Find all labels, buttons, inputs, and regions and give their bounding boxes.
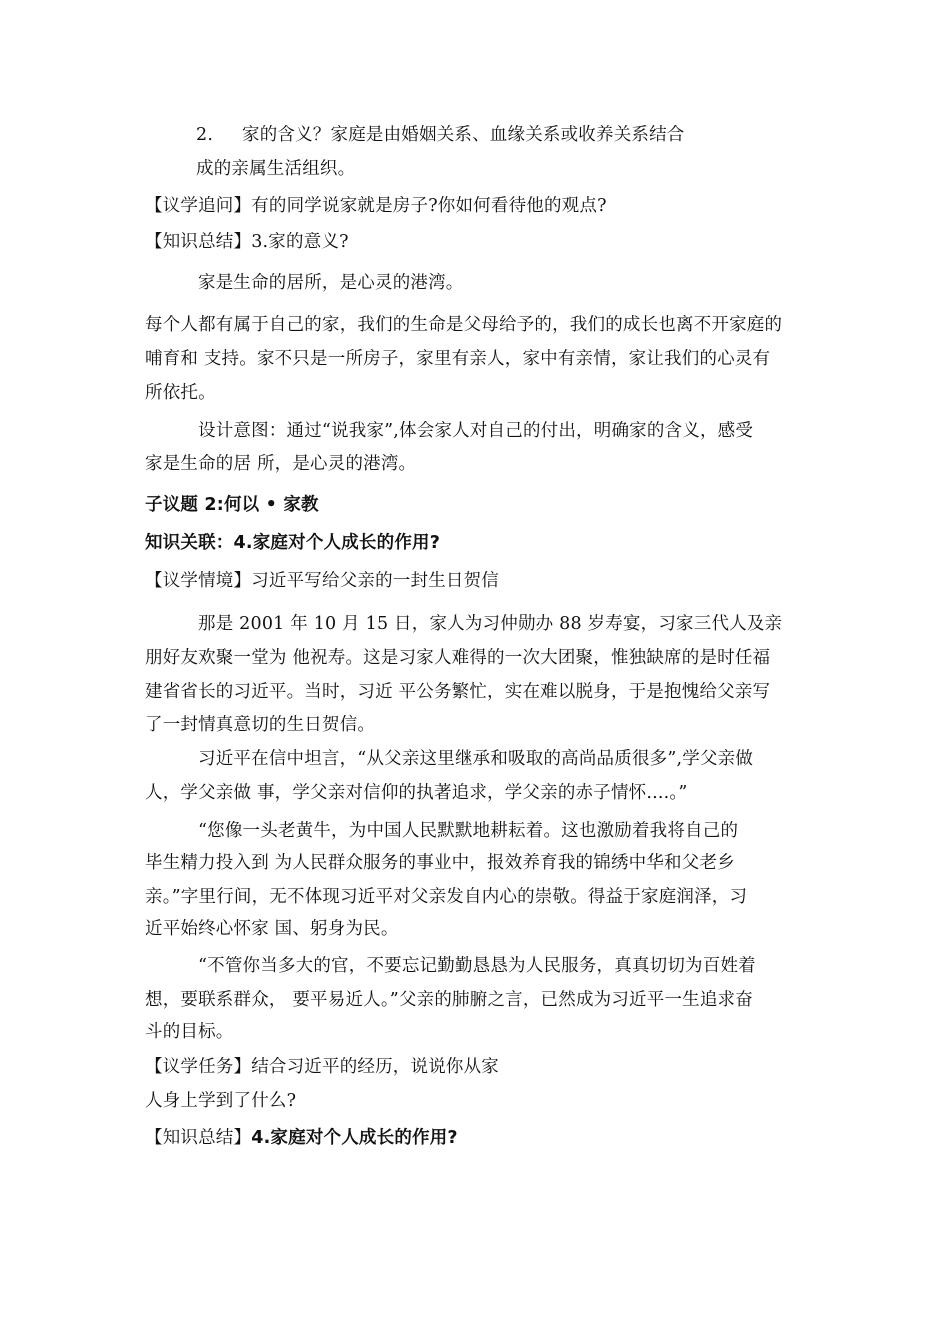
design-intent-line-2: 家是生命的居 所，是心灵的港湾。 bbox=[145, 454, 417, 474]
item-2-continuation: 成的亲属生活组织。 bbox=[196, 159, 356, 179]
story-paragraph-3-line-2: 毕生精力投入到 为人民群众服务的事业中，报效养育我的锦绣中华和父老乡 bbox=[145, 853, 735, 873]
paragraph-1-line-3: 所依托。 bbox=[145, 383, 216, 403]
story-paragraph-1-line-1: 那是 2001 年 10 月 15 日，家人为习仲勋办 88 岁寿宴，习家三代人及亲 bbox=[198, 614, 783, 634]
inquiry-question: 【议学追问】有的同学说家就是房子?你如何看待他的观点? bbox=[145, 196, 607, 216]
story-paragraph-4-line-1: “不管你当多大的官，不要忘记勤勤恳恳为人民服务，真真切切为百姓着 bbox=[198, 956, 756, 976]
inquiry-scenario: 【议学情境】习近平写给父亲的一封生日贺信 bbox=[145, 571, 499, 591]
story-paragraph-3-line-4: 近平始终心怀家 国、躬身为民。 bbox=[145, 919, 399, 939]
subtopic-2-heading: 子议题 2:何以 • 家教 bbox=[145, 495, 319, 515]
item-2 bbox=[196, 124, 685, 146]
story-paragraph-1-line-3: 建省省长的习近平。当时，习近 平公务繁忙，实在难以脱身，于是抱愧给父亲写 bbox=[145, 682, 771, 702]
story-paragraph-1-line-2: 朋好友欢聚一堂为 他祝寿。这是习家人难得的一次大团聚，惟独缺席的是时任福 bbox=[145, 648, 771, 668]
story-paragraph-4-line-2: 想，要联系群众， 要平易近人。”父亲的肺腑之言，已然成为习近平一生追求奋 bbox=[145, 990, 753, 1010]
paragraph-1-line-2: 哺育和 支持。家不只是一所房子，家里有亲人，家中有亲情，家让我们的心灵有 bbox=[145, 349, 771, 369]
knowledge-link: 知识关联：4.家庭对个人成长的作用? bbox=[145, 533, 441, 553]
design-intent-line-1: 设计意图：通过“说我家”,体会家人对自己的付出，明确家的含义，感受 bbox=[198, 421, 754, 441]
inquiry-task-line-2: 人身上学到了什么? bbox=[145, 1091, 297, 1111]
story-paragraph-1-line-4: 了一封情真意切的生日贺信。 bbox=[145, 715, 376, 735]
item-2-number: 2. bbox=[196, 125, 214, 145]
paragraph-1-line-1: 每个人都有属于自己的家，我们的生命是父母给予的，我们的成长也离不开家庭的 bbox=[145, 315, 783, 335]
home-meaning-line: 家是生命的居所，是心灵的港湾。 bbox=[198, 273, 464, 293]
item-2-text: 家的含义？家庭是由婚姻关系、血缘关系或收养关系结合 bbox=[242, 125, 685, 145]
story-paragraph-3-line-1: “您像一头老黄牛，为中国人民默默地耕耘着。这也激励着我将自己的 bbox=[198, 821, 739, 841]
knowledge-summary-4 bbox=[145, 1127, 458, 1149]
knowledge-summary-3: 【知识总结】3.家的意义? bbox=[145, 232, 349, 252]
story-paragraph-2-line-2: 人，学父亲做 事，学父亲对信仰的执著追求，学父亲的赤子情怀....。” bbox=[145, 783, 688, 803]
inquiry-task-line-1: 【议学任务】结合习近平的经历，说说你从家 bbox=[145, 1057, 499, 1077]
story-paragraph-2-line-1: 习近平在信中坦言，“从父亲这里继承和吸取的高尚品质很多”,学父亲做 bbox=[198, 749, 754, 769]
knowledge-summary-4-label: 【知识总结】 bbox=[145, 1128, 252, 1148]
story-paragraph-4-line-3: 斗的目标。 bbox=[145, 1022, 234, 1042]
story-paragraph-3-line-3: 亲。”字里行间，无不体现习近平对父亲发自内心的崇敬。得益于家庭润泽，习 bbox=[145, 887, 748, 907]
knowledge-summary-4-title: 4.家庭对个人成长的作用? bbox=[251, 1128, 458, 1148]
